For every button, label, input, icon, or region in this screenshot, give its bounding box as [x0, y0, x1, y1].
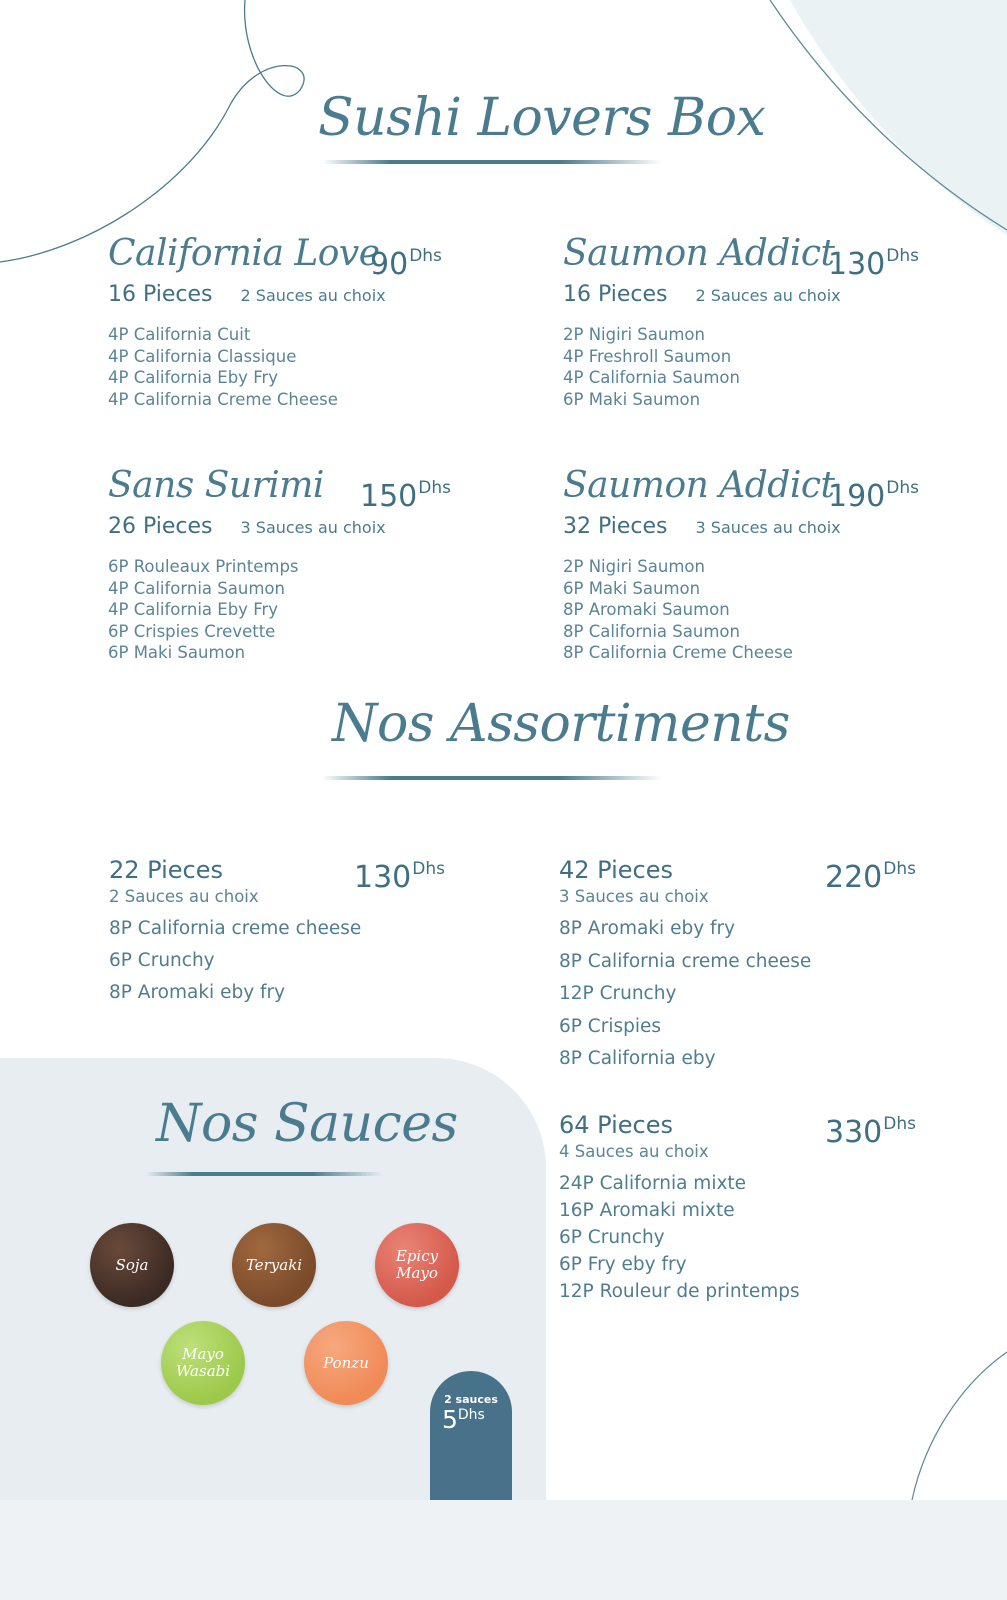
- list-item: 4P California Saumon: [563, 368, 740, 387]
- list-item: 4P Freshroll Saumon: [563, 346, 732, 366]
- list-item: 8P California creme cheese: [559, 950, 812, 972]
- sauce-teryaki: Teryaki: [232, 1223, 316, 1307]
- list-item: 4P California Eby Fry: [108, 368, 279, 387]
- list-item: 8P Aromaki eby fry: [559, 918, 736, 939]
- assortment-price: $220^{Dhs}$: [825, 859, 916, 895]
- badge-label: 2 sauces: [444, 1393, 498, 1406]
- box-sauces: 2 Sauces au choix: [240, 286, 386, 305]
- list-item: 4P California Eby Fry: [108, 600, 279, 619]
- assortment-items: [559, 1170, 800, 1305]
- list-item: 4P California Classique: [108, 346, 297, 366]
- box-sauces: 2 Sauces au choix: [695, 286, 841, 305]
- assortment-pieces: 42 Pieces: [559, 856, 674, 884]
- list-item: 4P California Saumon: [108, 578, 285, 598]
- box-price: $190^{Dhs}$: [828, 478, 919, 514]
- list-item: 8P California Creme Cheese: [563, 643, 793, 662]
- assortment-sauces: 2 Sauces au choix: [109, 887, 259, 906]
- assortment-price: $330^{Dhs}$: [825, 1114, 916, 1150]
- list-item: 24P California mixte: [559, 1173, 747, 1194]
- list-item: 16P Aromaki mixte: [559, 1200, 735, 1221]
- sauce-mayo-wasabi: Mayo Wasabi: [161, 1321, 245, 1405]
- list-item: 6P Crispies Crevette: [108, 621, 276, 641]
- title-underline: [322, 160, 662, 164]
- section-title-sushi-lovers-box: Sushi Lovers Box: [318, 88, 766, 148]
- assortment-pieces: 22 Pieces: [109, 856, 224, 884]
- box-pieces: 16 Pieces: [108, 282, 213, 307]
- list-item: 2P Nigiri Saumon: [563, 557, 705, 576]
- list-item: 6P Crispies: [559, 1015, 662, 1037]
- box-name: California Love: [108, 233, 380, 274]
- box-sauces: 3 Sauces au choix: [240, 518, 386, 537]
- assortment-price: $130^{Dhs}$: [354, 859, 445, 895]
- list-item: 6P Crunchy: [559, 1227, 665, 1248]
- list-item: 6P Rouleaux Printemps: [108, 557, 299, 576]
- list-item: 12P Rouleur de printemps: [559, 1281, 800, 1302]
- box-meta: [108, 282, 386, 307]
- box-meta: [563, 514, 841, 539]
- assortment-sauces: 4 Sauces au choix: [559, 1142, 709, 1161]
- box-items: [108, 324, 338, 410]
- box-price: $90^{Dhs}$: [370, 246, 442, 282]
- box-pieces: 16 Pieces: [563, 282, 668, 307]
- list-item: 6P Maki Saumon: [563, 389, 701, 409]
- list-item: 6P Fry eby fry: [559, 1254, 687, 1275]
- section-title-assortiments: Nos Assortiments: [332, 694, 790, 754]
- badge-price: $5^{Dhs}$: [442, 1405, 485, 1434]
- title-underline: [146, 1172, 382, 1176]
- list-item: 2P Nigiri Saumon: [563, 325, 705, 344]
- box-sauces: 3 Sauces au choix: [695, 518, 841, 537]
- list-item: 8P Aromaki eby fry: [109, 982, 286, 1003]
- assortment-items: [559, 913, 811, 1076]
- list-item: 6P Crunchy: [109, 950, 215, 971]
- title-underline: [322, 776, 662, 780]
- box-items: [563, 556, 793, 664]
- sauce-price-badge: [430, 1371, 512, 1500]
- box-name: Saumon Addict: [563, 233, 835, 274]
- box-price: $130^{Dhs}$: [828, 246, 919, 282]
- box-pieces: 26 Pieces: [108, 514, 213, 539]
- list-item: 8P Aromaki Saumon: [563, 600, 730, 619]
- box-meta: [563, 282, 841, 307]
- list-item: 4P California Creme Cheese: [108, 389, 338, 409]
- list-item: 8P California creme cheese: [109, 918, 362, 939]
- footer-band: [0, 1500, 1007, 1600]
- list-item: 8P California Saumon: [563, 621, 740, 641]
- list-item: 4P California Cuit: [108, 325, 251, 344]
- list-item: 6P Maki Saumon: [108, 643, 246, 662]
- sauce-epicy-mayo: Epicy Mayo: [375, 1223, 459, 1307]
- assortment-sauces: 3 Sauces au choix: [559, 887, 709, 906]
- box-price: $150^{Dhs}$: [360, 478, 451, 514]
- section-title-sauces: Nos Sauces: [156, 1094, 458, 1154]
- assortment-items: [109, 913, 361, 1009]
- assortment-pieces: 64 Pieces: [559, 1111, 674, 1139]
- sauce-ponzu: Ponzu: [304, 1321, 388, 1405]
- box-name: Saumon Addict: [563, 465, 835, 506]
- list-item: 12P Crunchy: [559, 983, 677, 1004]
- box-meta: [108, 514, 386, 539]
- box-name: Sans Surimi: [108, 465, 324, 506]
- sauce-soja: Soja: [90, 1223, 174, 1307]
- box-pieces: 32 Pieces: [563, 514, 668, 539]
- list-item: 8P California eby: [559, 1048, 716, 1069]
- box-items: [108, 556, 299, 664]
- box-items: [563, 324, 740, 410]
- list-item: 6P Maki Saumon: [563, 578, 701, 598]
